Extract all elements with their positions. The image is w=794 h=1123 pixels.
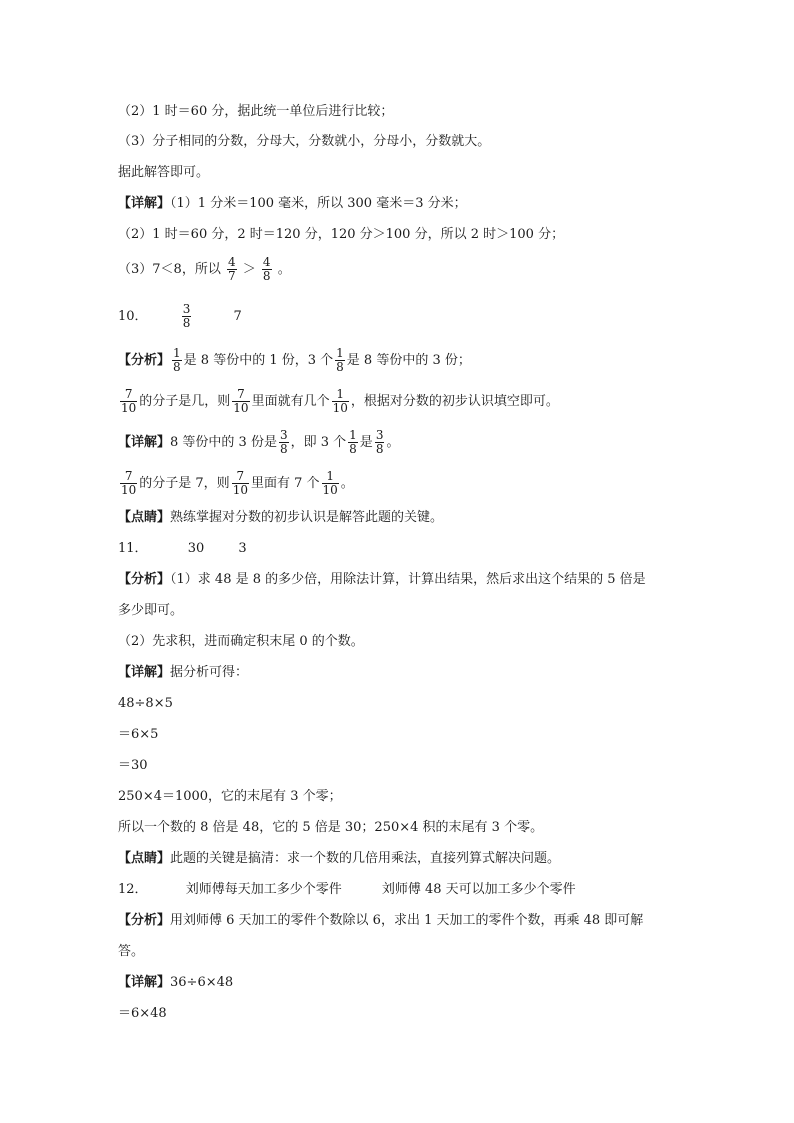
answer: 刘师傅每天加工多少个零件 (185, 882, 342, 897)
text: （3）7＜8，所以 (118, 262, 221, 277)
text-line (118, 429, 399, 456)
fraction: $\frac{7}{10}$ (232, 469, 248, 497)
section-tag: 【分析】 (118, 353, 171, 368)
question-number: 12． (118, 882, 148, 897)
fraction: $\frac{4}{7}$ (227, 255, 236, 283)
text: ，即 3 个 (290, 435, 347, 450)
fraction: $\frac{3}{8}$ (182, 302, 191, 330)
answer: 刘师傅 48 天可以加工多少个零件 (381, 882, 576, 897)
text: 里面有 7 个 (250, 476, 320, 491)
text: 。 (277, 262, 291, 277)
text: 用刘师傅 6 天加工的零件个数除以 6，求出 1 天加工的零件个数，再乘 48 即可解 (170, 913, 644, 928)
fraction: $\frac{3}{8}$ (279, 428, 288, 456)
text-line (118, 601, 183, 621)
text: 250×4＝1000，它的末尾有 3 个零； (118, 789, 342, 804)
text: 此题的关键是搞清：求一个数的几倍用乘法，直接列算式解决问题。 (170, 851, 561, 866)
answer-line (118, 303, 242, 330)
text: 里面就有几个 (251, 394, 330, 409)
text-line (118, 163, 209, 183)
text-line (118, 225, 564, 245)
fraction: $\frac{1}{8}$ (336, 346, 344, 374)
answer: 30 (187, 541, 205, 556)
text-line (118, 973, 233, 993)
fraction: $\frac{7}{10}$ (233, 387, 249, 415)
fraction: $\frac{1}{8}$ (173, 346, 181, 374)
text-line (118, 849, 560, 869)
text: 答。 (118, 944, 145, 959)
equation: ＝6×5 (118, 727, 159, 742)
text-line (118, 508, 443, 528)
text-line (118, 388, 559, 415)
fraction: $\frac{1}{10}$ (322, 469, 338, 497)
text: 。 (386, 435, 400, 450)
text: ＞ (242, 262, 256, 277)
text: 是 8 等份中的 3 份； (346, 353, 471, 368)
equation: ＝30 (118, 758, 148, 773)
fraction: $\frac{7}{10}$ (121, 387, 137, 415)
equation: 36÷6×48 (170, 975, 234, 990)
text-line (118, 132, 490, 152)
text: 。 (340, 476, 354, 491)
section-tag: 【分析】 (118, 913, 171, 928)
text: 是 (359, 435, 373, 450)
text: 所以一个数的 8 倍是 48，它的 5 倍是 30；250×4 积的末尾有 3 个零。 (118, 820, 544, 835)
text-line (118, 756, 148, 776)
text: （2）1 时＝60 分，据此统一单位后进行比较； (118, 104, 394, 119)
question-number: 11． (118, 541, 148, 556)
answer-line (118, 880, 576, 900)
text: 8 等份中的 3 份是 (170, 435, 277, 450)
section-tag: 【详解】 (118, 975, 171, 990)
fraction: $\frac{7}{10}$ (121, 469, 137, 497)
text: 据分析可得： (170, 665, 249, 680)
text-line (118, 911, 643, 931)
text: 据此解答即可。 (118, 165, 210, 180)
text: 熟练掌握对分数的初步认识是解答此题的关键。 (170, 510, 444, 525)
text-line (118, 818, 543, 838)
equation: ＝6×48 (118, 1006, 167, 1021)
section-tag: 【详解】 (118, 665, 171, 680)
text: （3）分子相同的分数，分母大，分数就小，分母小，分数就大。 (118, 134, 491, 149)
text-line (118, 694, 173, 714)
text: （2）先求积，进而确定积末尾 0 的个数。 (118, 634, 364, 649)
text-line (118, 942, 144, 962)
text-line (118, 256, 291, 283)
text-line (118, 570, 646, 590)
text-line (118, 725, 158, 745)
text-line (118, 347, 471, 374)
text: （1）1 分米＝100 毫米，所以 300 毫米＝3 分米； (170, 196, 467, 211)
equation: 48÷8×5 (118, 696, 173, 711)
text: （2）1 时＝60 分，2 时＝120 分，120 分＞100 分，所以 2 时＞100 分； (118, 227, 565, 242)
answer: 3 (238, 541, 247, 556)
section-tag: 【分析】 (118, 572, 171, 587)
text: 多少即可。 (118, 603, 184, 618)
text-line (118, 787, 342, 807)
text: ，根据对分数的初步认识填空即可。 (350, 394, 559, 409)
text: （1）求 48 是 8 的多少倍，用除法计算，计算出结果，然后求出这个结果的 5 倍是 (170, 572, 646, 587)
section-tag: 【详解】 (118, 196, 171, 211)
text: 的分子是几，则 (139, 394, 231, 409)
fraction: $\frac{1}{8}$ (349, 428, 357, 456)
question-number: 10． (118, 309, 148, 324)
text-line (118, 1004, 167, 1024)
text-line (118, 663, 248, 683)
section-tag: 【点睛】 (118, 851, 171, 866)
text: 的分子是 7，则 (139, 476, 230, 491)
answer: 7 (233, 309, 242, 324)
section-tag: 【详解】 (118, 435, 171, 450)
text-line (118, 194, 467, 214)
fraction: $\frac{3}{8}$ (375, 428, 384, 456)
text: 是 8 等份中的 1 份，3 个 (183, 353, 334, 368)
fraction: $\frac{1}{10}$ (332, 387, 348, 415)
text-line (118, 102, 393, 122)
answer-line (118, 539, 247, 559)
fraction: $\frac{4}{8}$ (262, 255, 271, 283)
section-tag: 【点睛】 (118, 510, 171, 525)
text-line (118, 632, 364, 652)
text-line (118, 470, 354, 497)
